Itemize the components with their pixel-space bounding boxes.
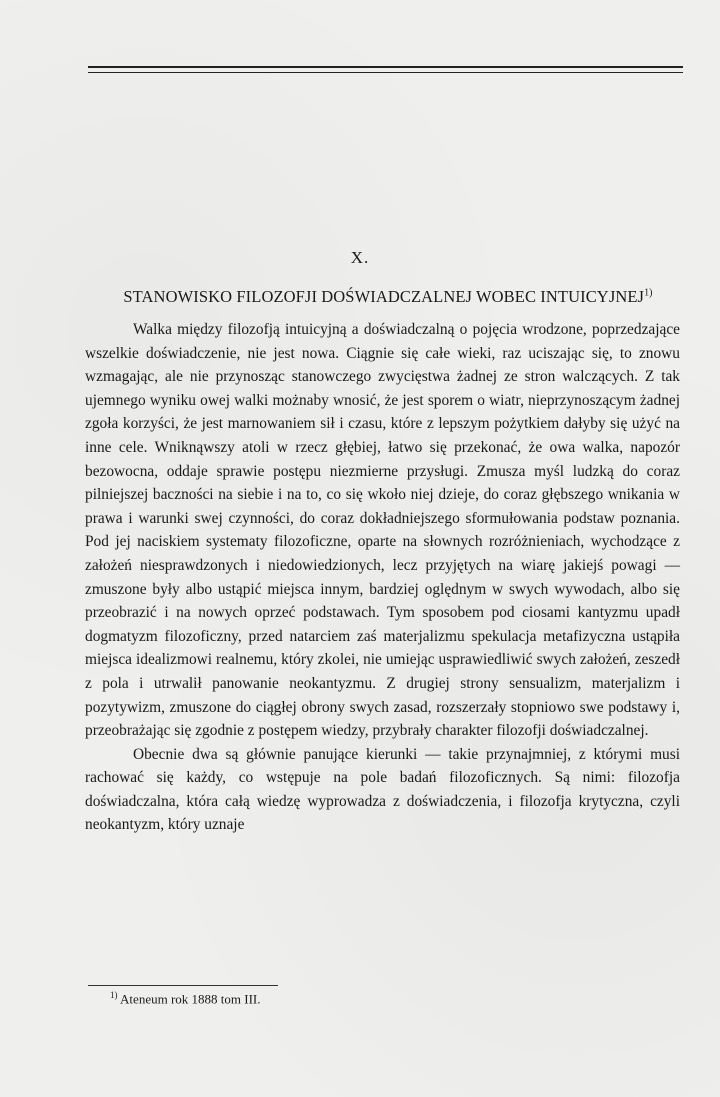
- chapter-title-note-mark: 1): [644, 287, 653, 299]
- chapter-title: [88, 287, 688, 307]
- footnote-text: Ateneum rok 1888 tom III.: [120, 991, 261, 1007]
- footnote-mark: 1): [110, 990, 118, 1000]
- footnote-rule: [88, 985, 278, 986]
- paragraph-2: Obecnie dwa są głównie panujące kierunki — takie przynajmniej, z którymi musi rachować się każdy, co wstępuje na pole badań filozoficznych. Są nimi: filozofja doświadczalna, która całą wiedzę wyprowadza z doświadczenia, i filozofja krytyczna, czyli neokantyzm, który uznaje: [85, 745, 680, 834]
- paragraph-1: Walka między filozofją intuicyjną a doświadczalną o pojęcia wrodzone, poprzedzające wszelkie doświadczenie, nie jest nowa. Ciągnie się całe wieki, raz uciszając się, to znowu wzmagając, ale nie przynosząc stanowczego zwycięstwa żadnej ze stron walczących. Z tak ujemnego wyniku owej walki możnaby wnosić, że jest sporem o wiatr, nieprzynoszącym żadnej zgoła korzyści, że jest marnowaniem sił i czasu, które z lepszym pożytkiem dałyby się użyć na inne cele. Wniknąwszy atoli w rzecz głębiej, łatwo się przekonać, że owa walka, napozór bezowocna, oddaje sprawie postępu niezmierne przysługi. Zmusza myśl ludzką do coraz pilniejszej baczności na siebie i na to, co się wkoło niej dzieje, do coraz głębszego wnikania w prawa i warunki swej czynności, do coraz dokładniejszego sformułowania podstaw poznania. Pod jej naciskiem systematy filozoficzne, oparte na słownych rozróżnieniach, wychodzące z założeń niesprawdzonych i niedowiedzionych, lecz przyjętych na wiarę jakiejś powagi — zmuszone były albo ustąpić miejsca innym, bardziej oględnym w swych wywodach, albo się przeobrazić i na nowych oprzeć podstawach. Tym sposobem pod ciosami kantyzmu upadł dogmatyzm filozoficzny, przed natarciem zaś materjalizmu spekulacja metafizyczna ustąpiła miejsca idealizmowi realnemu, który zkolei, nie umiejąc usprawiedliwić swych założeń, zeszedł z pola i utrwalił panowanie neokantyzmu. Z drugiej strony sensualizm, materjalizm i pozytywizm, zmuszone do ciągłej obrony swych zasad, rozszerzały stopniowo swe podstawy i, przeobrażając się zgodnie z postępem wiedzy, przybrały charakter filozofji doświadczalnej.: [85, 321, 680, 740]
- body-text: [85, 318, 680, 837]
- chapter-title-text: STANOWISKO FILOZOFJI DOŚWIADCZALNEJ WOBEC INTUICYJNEJ: [123, 287, 645, 306]
- header-rules: [88, 66, 683, 77]
- chapter-number: X.: [350, 248, 370, 267]
- footnote: [110, 990, 261, 1007]
- header-rule-bottom: [88, 72, 683, 73]
- header-rule-top: [88, 66, 683, 68]
